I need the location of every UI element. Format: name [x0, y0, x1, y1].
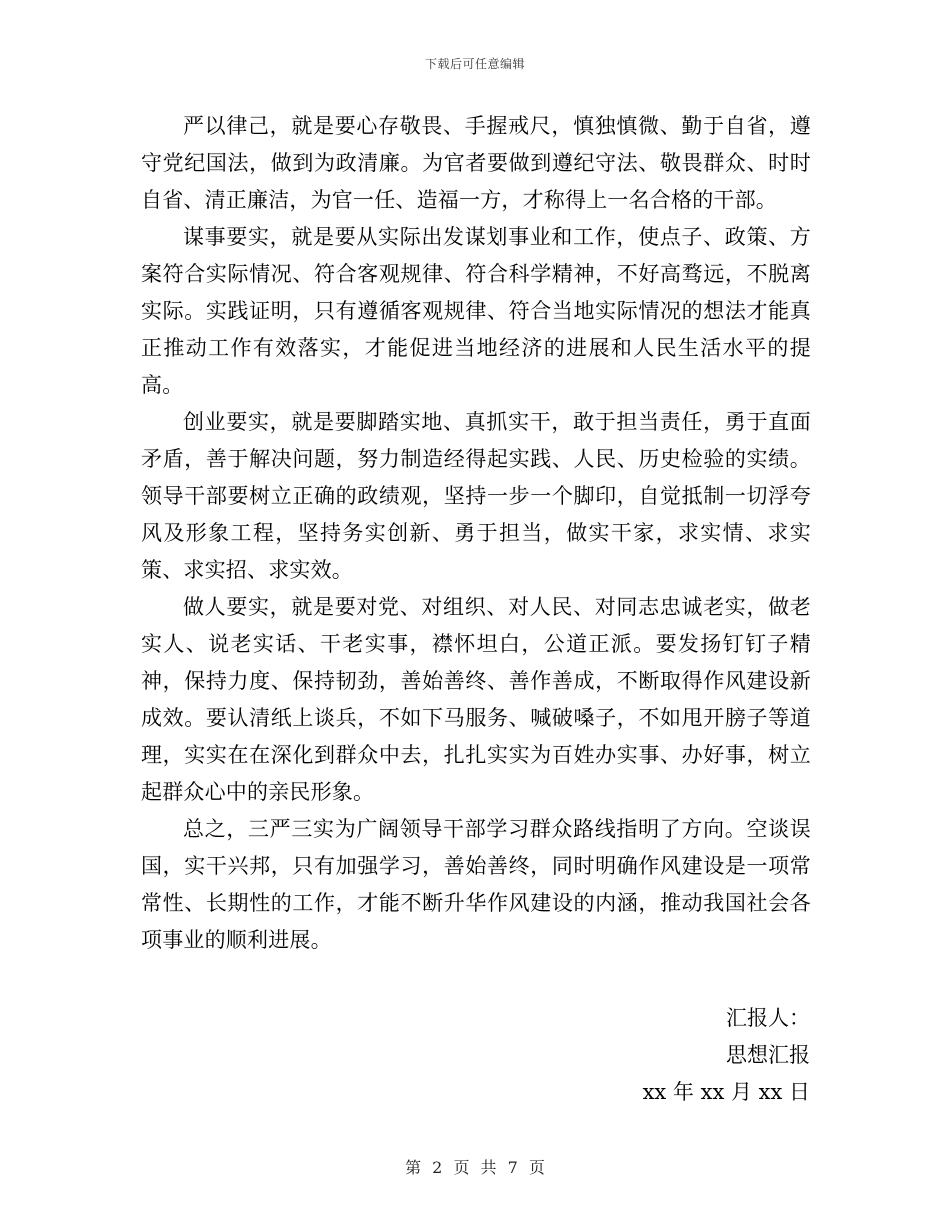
paragraph-chuangyeyaoshi: 创业要实，就是要脚踏实地、真抓实干，敢于担当责任，勇于直面矛盾，善于解决问题，努力制造经得起实践、人民、历史检验的实绩。领导干部要树立正确的政绩观，坚持一步一个脚印，自觉抵制一切浮夸风及形象工程，坚持务实创新、勇于担当，做实干家，求实情、求实策、求实招、求实效。 — [141, 410, 811, 582]
reporter-label: 汇报人： — [726, 1006, 810, 1030]
paragraph-moushiyaoshi: 谋事要实，就是要从实际出发谋划事业和工作，使点子、政策、方案符合实际情况、符合客观规律、符合科学精神，不好高骛远，不脱离实际。实践证明，只有遵循客观规律、符合当地实际情况的想法才能真正推动工作有效落实，才能促进当地经济的进展和人民生活水平的提高。 — [141, 225, 811, 397]
page-header: 下载后可任意编辑 — [424, 57, 525, 71]
document-body — [141, 108, 811, 959]
paragraph-zuorenyaoshi: 做人要实，就是要对党、对组织、对人民、对同志忠诚老实，做老实人、说老实话、干老实事，襟怀坦白，公道正派。要发扬钉钉子精神，保持力度、保持韧劲，善始善终、善作善成，不断取得作风建设新成效。要认清纸上谈兵，不如下马服务、喊破嗓子，不如甩开膀子等道理，实实在在深化到群众中去，扎扎实实为百姓办实事、办好事，树立起群众心中的亲民形象。 — [141, 595, 811, 804]
paragraph-yanyilvji: 严以律己，就是要心存敬畏、手握戒尺，慎独慎微、勤于自省，遵守党纪国法，做到为政清廉。为官者要做到遵纪守法、敬畏群众、时时自省、清正廉洁，为官一任、造福一方，才称得上一名合格的干部。 — [141, 114, 811, 212]
report-title: 思想汇报 — [726, 1043, 810, 1067]
signature-block — [643, 1000, 810, 1111]
report-date: xx 年 xx 月 xx 日 — [642, 1080, 810, 1104]
page-number: 第 2 页 共 7 页 — [405, 1158, 545, 1177]
paragraph-conclusion: 总之，三严三实为广阔领导干部学习群众路线指明了方向。空谈误国，实干兴邦，只有加强学习，善始善终，同时明确作风建设是一项常常性、长期性的工作，才能不断升华作风建设的内涵，推动我国社会各项事业的顺利进展。 — [141, 817, 811, 952]
